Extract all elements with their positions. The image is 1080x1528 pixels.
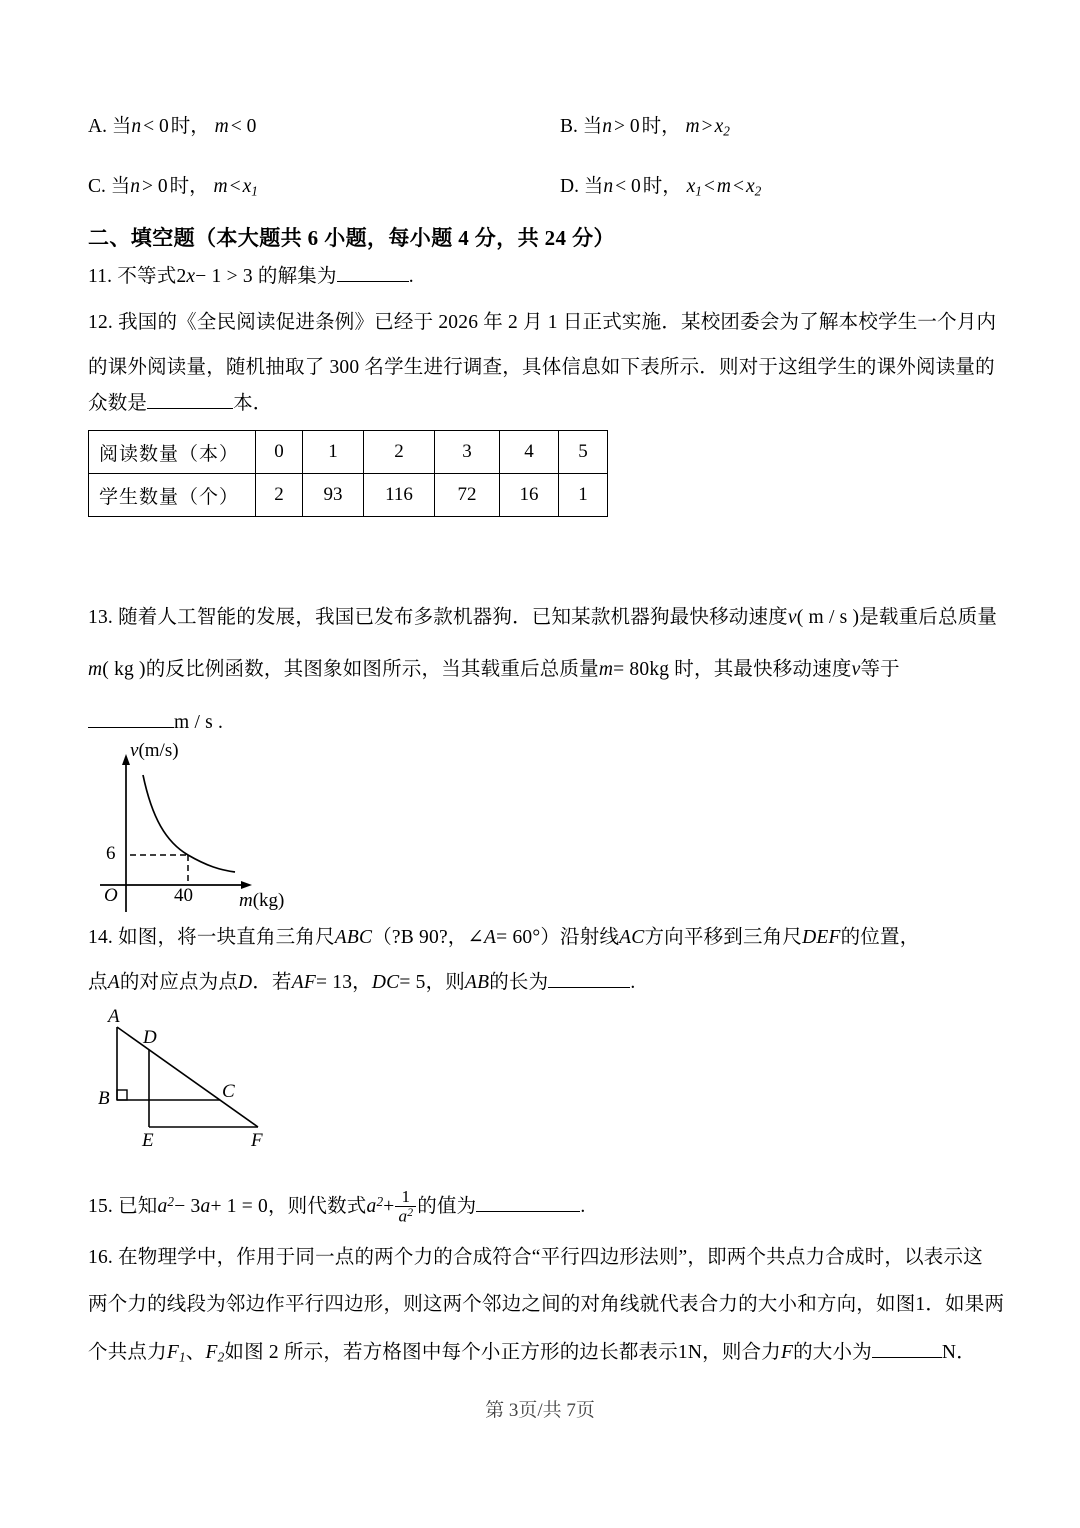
table-cell-students-4: 16 (500, 474, 559, 517)
q14-dc-value: = 5 (399, 972, 426, 993)
choice-d-rel1: < 0 (615, 176, 641, 197)
q14-line2-e: ，则 (425, 972, 465, 993)
q14-seg-af: AF (291, 972, 316, 993)
q14-line1-a: 如图，将一块直角三角尺 (118, 927, 335, 948)
q15-expr-e: a (366, 1196, 377, 1218)
q14-line1-e: 的位置， (840, 927, 920, 948)
choice-c-sub: 1 (251, 183, 258, 199)
figure-inverse-proportion-graph (92, 742, 382, 917)
q16-force-f2: F (205, 1342, 218, 1363)
q13-line2-a: 的反比例函数，其图象如图所示，当其载重后总质量 (145, 659, 599, 680)
table-cell-reading-3: 3 (435, 431, 500, 474)
q13-line1-a: 随着人工智能的发展，我国已发布多款机器狗．已知某款机器狗最快移动速度 (118, 607, 788, 628)
vertex-label-d: D (143, 1027, 157, 1048)
question-14-line-2 (88, 972, 635, 993)
choice-option-b[interactable] (560, 110, 730, 140)
q16-line3-b: 、 (185, 1342, 206, 1363)
choice-c-var-x: x (242, 176, 252, 197)
choice-d-sub2: 2 (754, 183, 762, 199)
q13-unit-ms: ( m / s ) (796, 607, 860, 628)
vertex-label-a: A (108, 1006, 120, 1027)
question-12-line-1 (88, 313, 996, 333)
q13-var-v: v (787, 607, 797, 628)
q14-line1-b: （?B 90?，∠ (372, 927, 485, 948)
q14-angle-a: A (484, 927, 497, 948)
choice-b-var-m: m (685, 116, 700, 137)
choice-d-label: D. (560, 176, 579, 197)
table-cell-students-2: 116 (364, 474, 435, 517)
q15-number: 15. (88, 1196, 113, 1218)
table-cell-reading-1: 1 (303, 431, 364, 474)
q16-unit: N． (941, 1342, 976, 1363)
vertex-label-e: E (142, 1130, 154, 1151)
choice-d-var-x2: x (746, 176, 755, 197)
q13-var-m: m (88, 659, 103, 680)
q13-number: 13. (88, 607, 113, 628)
q13-eq-value: = 80kg (613, 659, 670, 680)
q15-frac-den-sup: 2 (407, 1206, 414, 1219)
choice-a-label: A. (88, 116, 107, 137)
q15-expr-plus: + (383, 1196, 395, 1218)
q13-line1-b: 是载重后总质量 (859, 607, 998, 628)
triangles-svg (95, 1002, 325, 1162)
q13-unit-kg: ( kg ) (102, 659, 146, 680)
table-row-reading-counts (89, 431, 608, 474)
q16-line3-a: 个共点力 (88, 1342, 167, 1363)
vertex-label-b: B (98, 1088, 110, 1109)
y-axis-label-unit: (m/s) (138, 740, 179, 761)
choice-b-sub: 2 (723, 123, 730, 139)
question-16-line-3 (88, 1342, 976, 1364)
choice-row-ab (0, 110, 912, 138)
q14-line2-b: 的对应点为点 (119, 972, 239, 993)
q15-expr-sup2: 2 (376, 1193, 384, 1209)
q16-number: 16. (88, 1247, 113, 1268)
choice-c-var-m: m (213, 176, 228, 197)
question-12-line-2 (88, 358, 995, 378)
choice-d-var-n: n (603, 176, 614, 197)
q14-line1-d: 方向平移到三角尺 (644, 927, 803, 948)
q13-answer-blank[interactable] (88, 712, 174, 728)
table-header-reading: 阅读数量（本） (89, 431, 256, 474)
table-header-students: 学生数量（个） (89, 474, 256, 517)
x-axis-label (239, 890, 284, 912)
choice-b-rel2: > (701, 116, 713, 137)
q15-expr-b: − 3 (174, 1196, 201, 1218)
q15-answer-blank[interactable] (476, 1196, 580, 1212)
y-axis-tick-label-6: 6 (106, 843, 116, 864)
x-axis-label-unit: (kg) (252, 890, 285, 911)
q11-period: . (408, 266, 414, 287)
choice-a-var-m: m (214, 116, 229, 137)
q15-fraction (395, 1188, 416, 1226)
choice-a-rel1: < 0 (143, 116, 169, 137)
choice-d-rel2: < (703, 176, 715, 197)
q14-point-a: A (107, 972, 120, 993)
q12-line1-text: 我国的《全民阅读促进条例》已经于 2026 年 2 月 1 日正式实施．某校团委会为了解本校学生一个月内 (118, 312, 997, 333)
hyperbola-curve (143, 775, 235, 872)
q14-line2-c: ．若 (252, 972, 292, 993)
question-16-line-2 (88, 1295, 1004, 1315)
q15-expr-d: + 1 = 0 (210, 1196, 268, 1218)
choice-option-d[interactable] (560, 170, 761, 200)
q14-point-d: D (238, 972, 253, 993)
question-13-line-1 (88, 608, 997, 628)
q13-line2-b: 时，其最快移动速度 (674, 659, 852, 680)
q16-line3-c: 如图 2 所示，若方格图中每个小正方形的边长都表示1N，则合力 (224, 1342, 781, 1363)
reading-statistics-table (88, 430, 608, 517)
q12-number: 12. (88, 312, 113, 333)
question-15 (88, 1188, 585, 1226)
q16-resultant-force-f: F (780, 1342, 794, 1363)
q15-frac-den-var: a (398, 1206, 408, 1226)
origin-label: O (104, 885, 118, 906)
q11-text-before: 不等式 (117, 266, 177, 287)
q13-eq-var-m: m (598, 659, 614, 680)
x-axis-label-var: m (239, 890, 253, 911)
choice-c-rel2: < (229, 176, 241, 197)
y-axis-arrow (122, 754, 130, 765)
q11-text-after: 的解集为 (257, 266, 337, 287)
q12-line3-before: 众数是 (88, 393, 148, 414)
q15-expr-a: a (157, 1196, 168, 1218)
q14-triangle-def: DEF (802, 927, 841, 948)
q14-number: 14. (88, 927, 113, 948)
choice-b-var-x: x (714, 116, 724, 137)
table-cell-reading-2: 2 (364, 431, 435, 474)
q16-line3-d: 的大小为 (793, 1342, 872, 1363)
choice-b-text1: 当 (582, 116, 603, 137)
q12-line2-text: 的课外阅读量，随机抽取了 300 名学生进行调查，具体信息如下表所示．则对于这组学生的课外阅读量的 (88, 357, 995, 378)
page-footer: 第 3页/共 7页 (485, 1400, 595, 1421)
choice-d-var-x1: x (686, 176, 696, 197)
choice-c-text2: 时， (169, 176, 209, 197)
q15-expr-c: a (200, 1196, 211, 1218)
question-13-line-2 (88, 660, 900, 680)
q11-expr-x: x (186, 266, 196, 287)
q13-line2-var-v: v (851, 659, 861, 680)
y-axis-label-var: v (130, 740, 139, 761)
choice-a-text1: 当 (111, 116, 132, 137)
table-cell-students-3: 72 (435, 474, 500, 517)
x-axis-tick-label-40: 40 (174, 885, 193, 906)
table-cell-students-0: 2 (256, 474, 303, 517)
q15-expr-sup1: 2 (167, 1193, 175, 1209)
q15-text-b: ，则代数式 (267, 1196, 367, 1218)
choice-b-rel1: > 0 (614, 116, 640, 137)
q12-answer-blank[interactable] (147, 393, 233, 409)
table-cell-reading-4: 4 (500, 431, 559, 474)
figure-translated-triangles (95, 1002, 325, 1162)
table-cell-reading-0: 0 (256, 431, 303, 474)
q11-expr-b: − 1 > 3 (195, 266, 253, 287)
q14-af-value: = 13 (315, 972, 353, 993)
q14-angle-value: = 60° (496, 927, 541, 948)
question-12-line-3 (88, 393, 273, 414)
q14-line2-f: 的长为 (489, 972, 549, 993)
q15-period: . (580, 1196, 586, 1218)
q12-line3-after: 本． (233, 393, 273, 414)
question-13-line-3 (88, 712, 223, 733)
vertex-label-c: C (222, 1081, 235, 1102)
question-16-line-1 (88, 1248, 983, 1268)
choice-b-label: B. (560, 116, 578, 137)
right-angle-marker-b (117, 1090, 127, 1100)
q16-force-f1-sub: 1 (178, 1349, 186, 1365)
q15-text-a: 已知 (118, 1196, 158, 1218)
choice-b-text2: 时， (641, 116, 681, 137)
q15-frac-denominator (395, 1207, 416, 1226)
choice-c-label: C. (88, 176, 106, 197)
q11-answer-blank[interactable] (337, 266, 409, 282)
q14-seg-dc: DC (371, 972, 400, 993)
q16-force-f1: F (166, 1342, 179, 1363)
q16-line2-text: 两个力的线段为邻边作平行四边形，则这两个邻边之间的对角线就代表合力的大小和方向，如图1．如果两 (88, 1294, 1005, 1315)
q16-line1-text: 在物理学中，作用于同一点的两个力的合成符合“平行四边形法则”，即两个共点力合成时，以表示这 (118, 1247, 983, 1268)
segment-af-hypotenuse (117, 1027, 258, 1127)
question-11 (88, 266, 414, 287)
q14-answer-blank[interactable] (548, 972, 630, 988)
q13-line2-c: 等于 (860, 659, 900, 680)
choice-option-c[interactable] (88, 170, 258, 200)
vertex-label-f: F (251, 1130, 263, 1151)
choice-c-rel1: > 0 (142, 176, 168, 197)
q14-line2-d: ， (352, 972, 372, 993)
choice-c-var-n: n (130, 176, 141, 197)
table-cell-students-5: 1 (559, 474, 608, 517)
table-cell-students-1: 93 (303, 474, 364, 517)
table-cell-reading-5: 5 (559, 431, 608, 474)
choice-d-text2: 时， (642, 176, 682, 197)
choice-option-a[interactable] (88, 110, 258, 138)
q15-text-c: 的值为 (417, 1196, 477, 1218)
choice-row-cd (0, 170, 912, 198)
choice-c-text1: 当 (110, 176, 131, 197)
graph-svg (92, 742, 382, 917)
q14-line1-c: ）沿射线 (540, 927, 620, 948)
choice-d-sub1: 1 (695, 183, 702, 199)
choice-d-var-m: m (716, 176, 731, 197)
x-axis-arrow (241, 881, 252, 889)
question-14-line-1 (88, 928, 919, 948)
choice-d-rel3: < (733, 176, 744, 197)
q15-frac-numerator: 1 (395, 1188, 416, 1207)
choice-b-var-n: n (602, 116, 613, 137)
table-row-student-counts (89, 474, 608, 517)
q14-triangle-abc: ABC (334, 927, 373, 948)
q11-expr-a: 2 (176, 266, 187, 287)
q14-ray-ac: AC (619, 927, 645, 948)
q14-seg-ab: AB (465, 972, 490, 993)
q13-line3-unit: m / s . (174, 712, 224, 733)
q11-number: 11. (88, 266, 113, 287)
q16-force-f2-sub: 2 (217, 1349, 225, 1365)
section-heading-fill-in-blank: 二、填空题（本大题共 6 小题，每小题 4 分，共 24 分） (88, 226, 615, 250)
y-axis-label (130, 740, 179, 762)
choice-a-var-n: n (131, 116, 142, 137)
choice-a-rel2: < 0 (230, 116, 257, 137)
choice-d-text1: 当 (583, 176, 604, 197)
q14-period: . (630, 972, 636, 993)
q16-answer-blank[interactable] (872, 1342, 942, 1358)
q14-line2-a: 点 (88, 972, 108, 993)
choice-a-text2: 时， (170, 116, 210, 137)
